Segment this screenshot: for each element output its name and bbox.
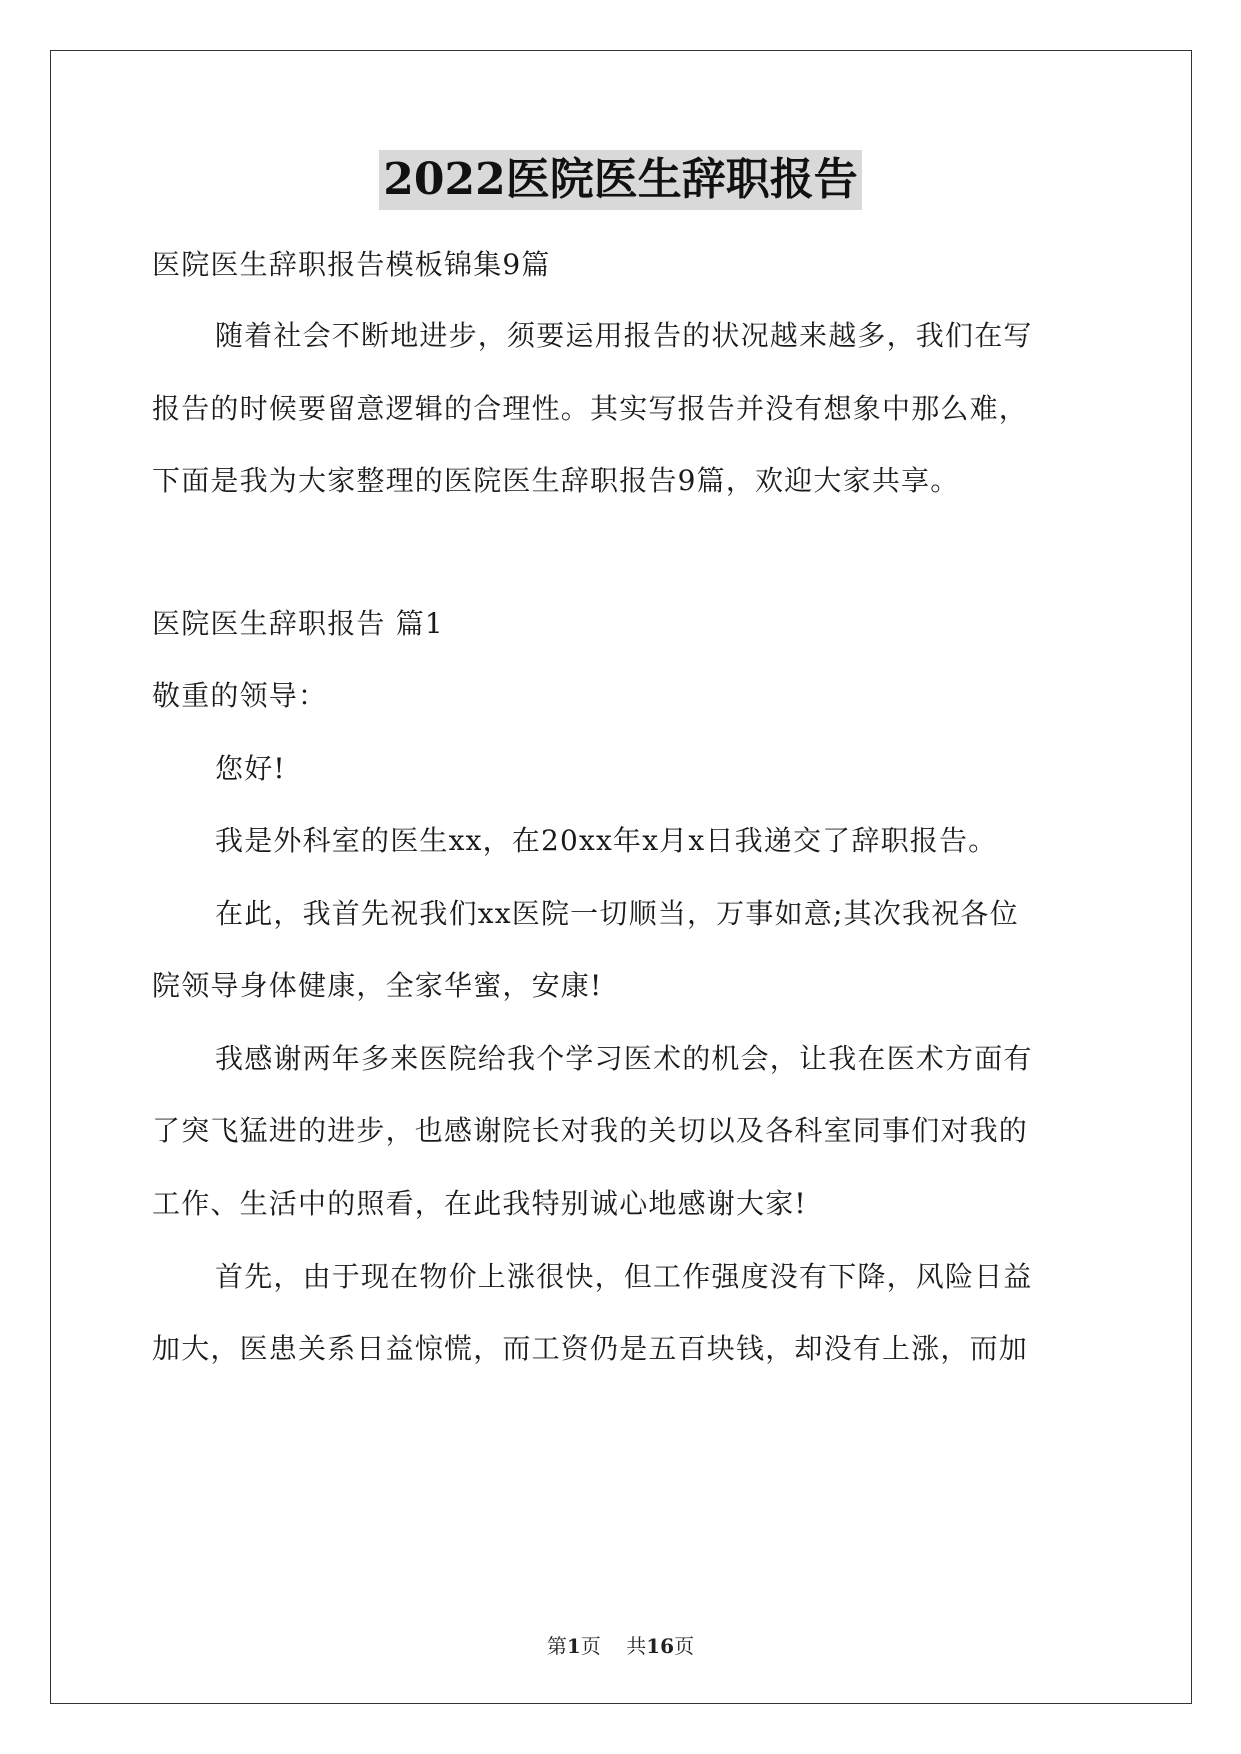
body-line-4: 我感谢两年多来医院给我个学习医术的机会，让我在医术方面有 xyxy=(215,1042,1033,1075)
body-line-8: 加大，医患关系日益惊慌，而工资仍是五百块钱，却没有上涨，而加 xyxy=(152,1332,1029,1365)
footer-total-suffix: 页 xyxy=(674,1634,695,1658)
title-container xyxy=(0,150,1241,210)
footer-page-suffix: 页 xyxy=(580,1634,601,1658)
body-line-5: 了突飞猛进的进步，也感谢院长对我的关切以及各科室同事们对我的 xyxy=(152,1114,1029,1147)
footer-page-prefix: 第 xyxy=(546,1634,567,1658)
document-subtitle: 医院医生辞职报告模板锦集9篇 xyxy=(152,248,551,281)
body-line-2: 在此，我首先祝我们xx医院一切顺当，万事如意;其次我祝各位 xyxy=(215,897,1019,930)
greeting: 您好! xyxy=(215,752,286,785)
intro-line-3: 下面是我为大家整理的医院医生辞职报告9篇，欢迎大家共享。 xyxy=(152,464,960,497)
section-heading: 医院医生辞职报告 篇1 xyxy=(152,607,444,640)
body-line-3: 院领导身体健康，全家华蜜，安康! xyxy=(152,969,603,1002)
page-footer xyxy=(0,1632,1241,1660)
body-line-1: 我是外科室的医生xx，在20xx年x月x日我递交了辞职报告。 xyxy=(215,824,998,857)
document-title: 2022医院医生辞职报告 xyxy=(379,150,861,210)
footer-page-number: 1 xyxy=(566,1634,581,1658)
body-line-6: 工作、生活中的照看，在此我特别诚心地感谢大家! xyxy=(152,1187,807,1220)
intro-line-1: 随着社会不断地进步，须要运用报告的状况越来越多，我们在写 xyxy=(215,319,1033,352)
footer-total-prefix: 共 xyxy=(626,1634,647,1658)
page-border xyxy=(50,50,1192,1704)
salutation: 敬重的领导： xyxy=(152,679,328,712)
body-line-7: 首先，由于现在物价上涨很快，但工作强度没有下降，风险日益 xyxy=(215,1260,1033,1293)
intro-line-2: 报告的时候要留意逻辑的合理性。其实写报告并没有想象中那么难， xyxy=(152,392,1029,425)
footer-total-pages: 16 xyxy=(646,1634,675,1658)
